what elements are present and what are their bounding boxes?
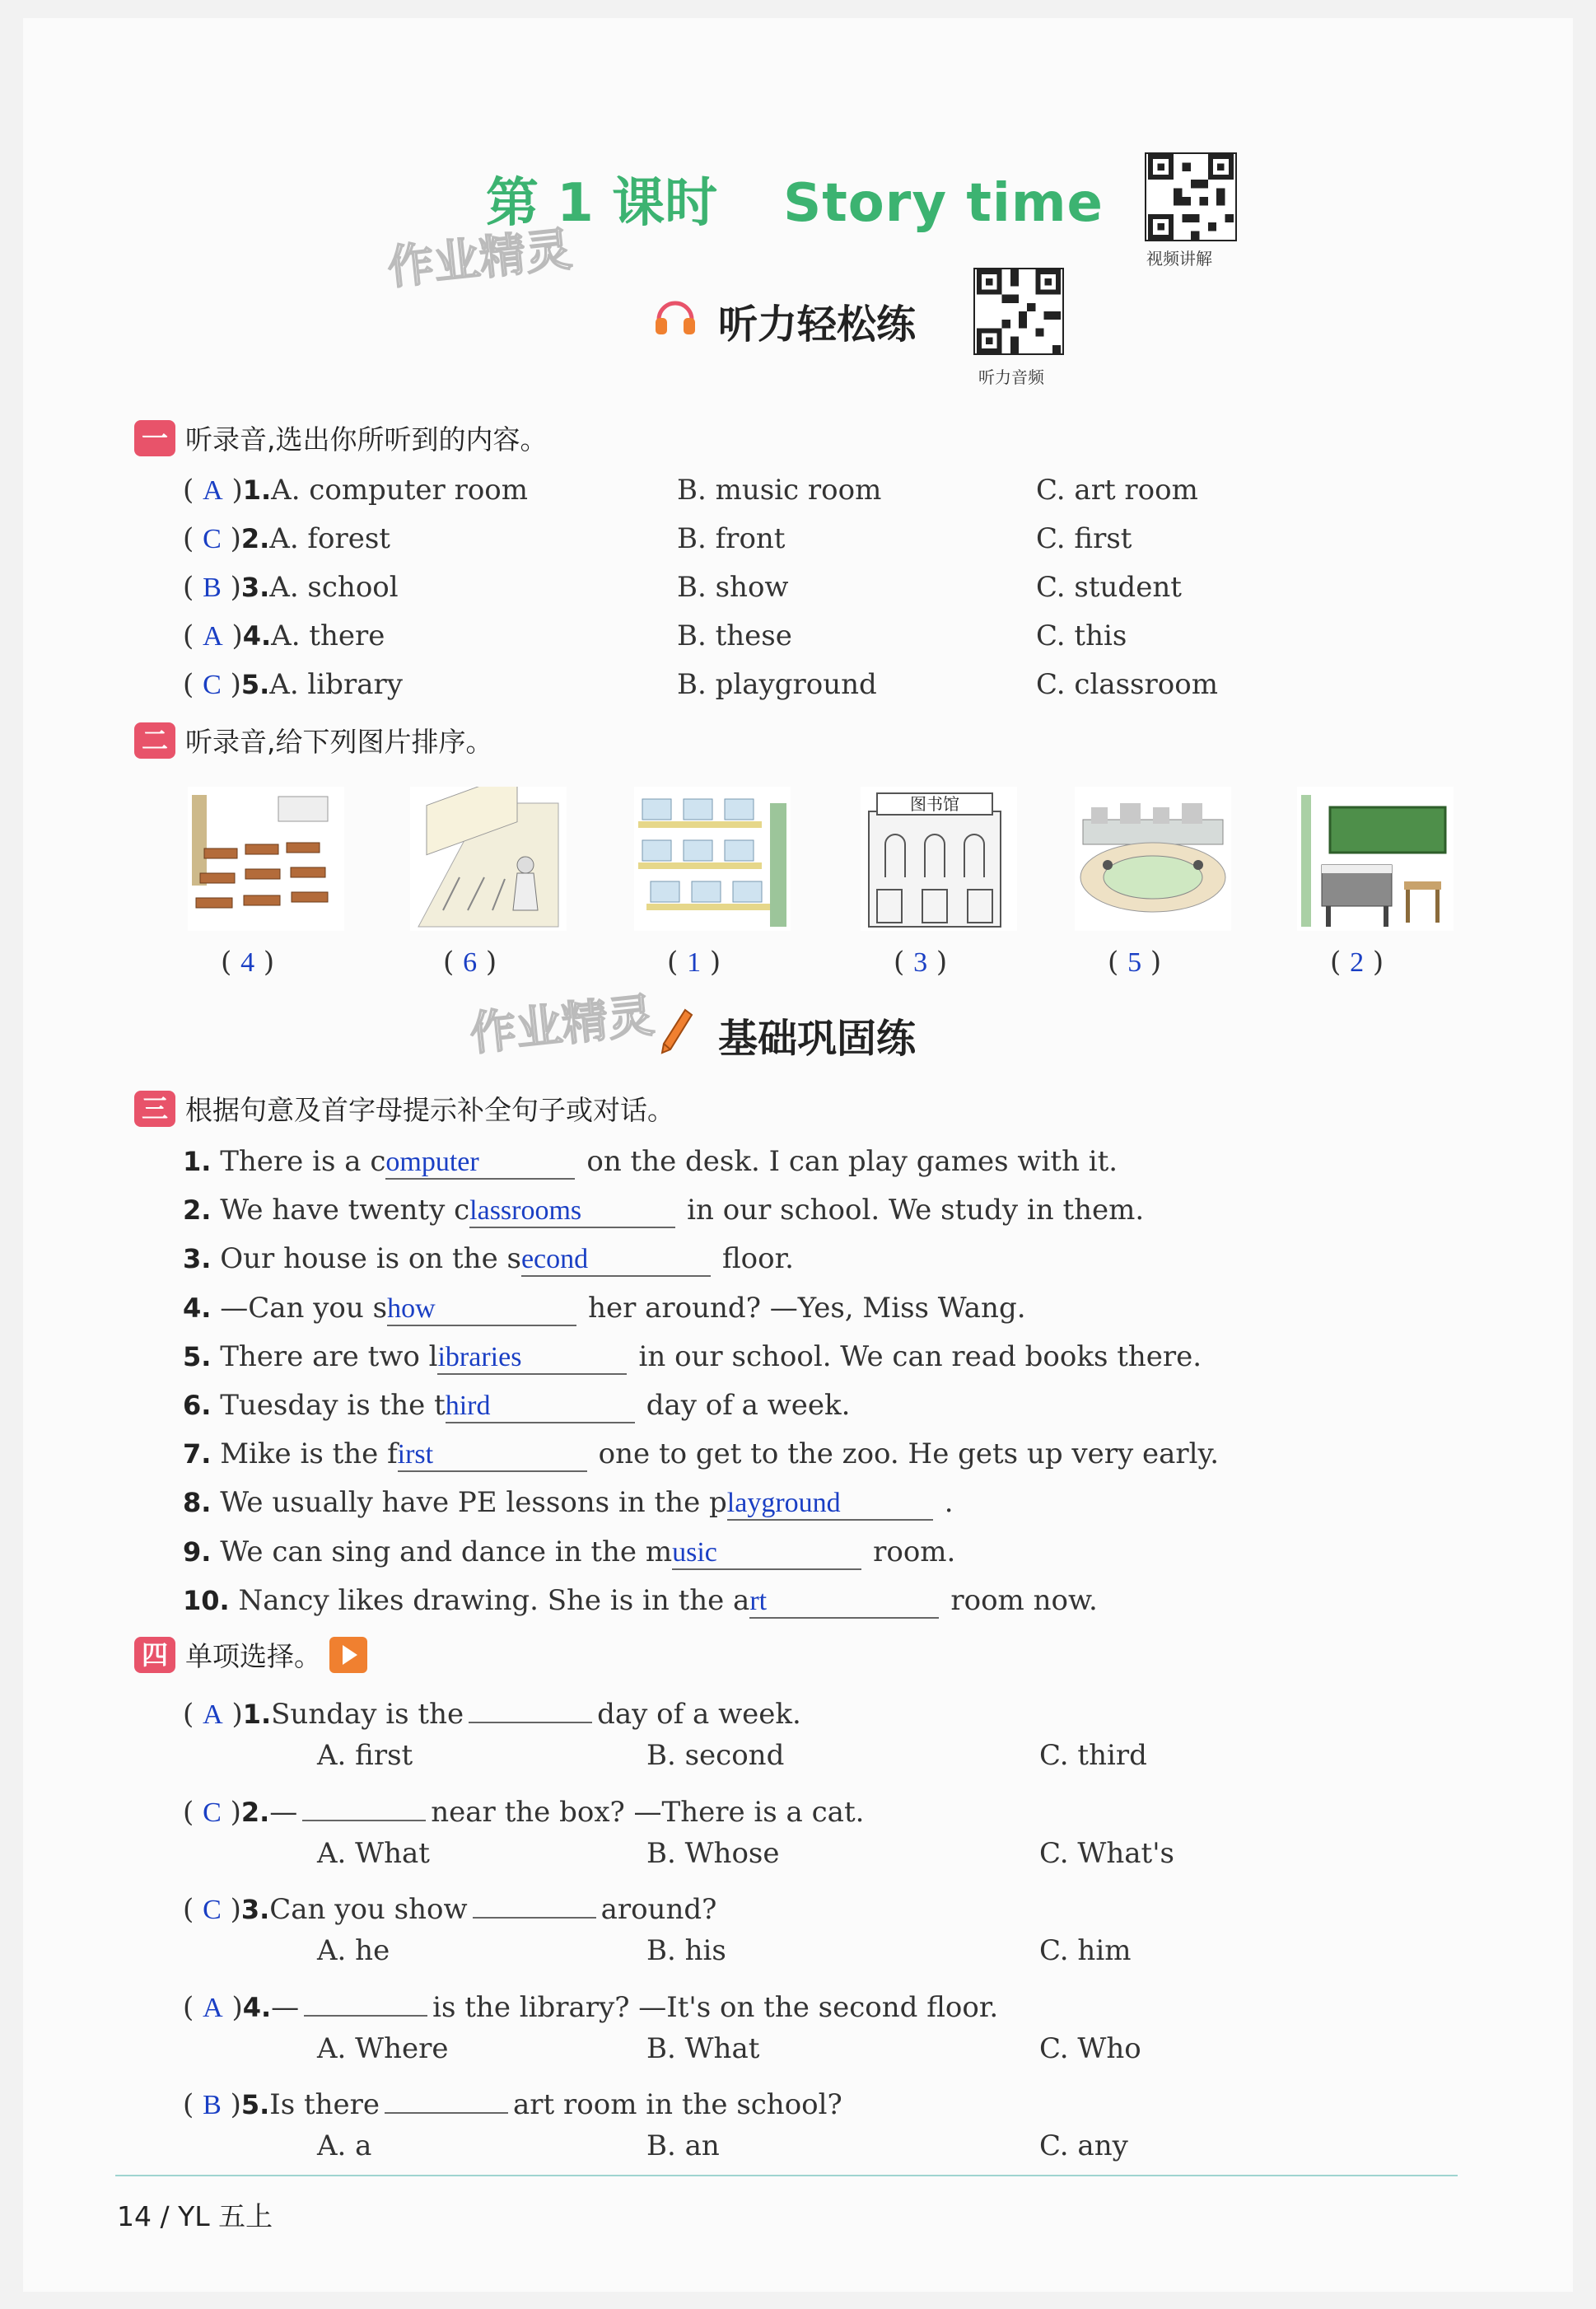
sentence-end: .	[944, 1486, 954, 1520]
question-end: is the library? —It's on the second floor.	[432, 1990, 999, 2024]
answer-blank[interactable]: omputer	[385, 1147, 575, 1180]
question-end: day of a week.	[597, 1698, 801, 1731]
sentence-end: in our school. We study in them.	[687, 1194, 1145, 1227]
part4-header	[134, 1635, 367, 1674]
answer-mark: B	[203, 573, 222, 603]
option-c[interactable]: C. first	[1036, 522, 1132, 555]
answer-mark: A	[203, 475, 223, 506]
qr-code-video-icon[interactable]	[1145, 152, 1237, 241]
question-number: 4.	[242, 620, 272, 652]
stage-room-picture	[410, 787, 567, 931]
option-c[interactable]: C. him	[1039, 1934, 1132, 1967]
qr-code-audio-icon[interactable]	[973, 268, 1064, 355]
option-b[interactable]: B. music room	[677, 474, 882, 507]
option-b[interactable]: B. Whose	[646, 1836, 780, 1870]
computer-room-picture	[634, 787, 791, 931]
question-start: Sunday is the	[271, 1698, 464, 1731]
pencil-icon	[659, 1007, 695, 1056]
qr-audio-caption: 听力音频	[978, 367, 1044, 387]
option-a[interactable]: A. forest	[269, 522, 390, 555]
basics-section-title: 基础巩固练	[718, 1016, 917, 1062]
answer-blank[interactable]: econd	[521, 1244, 711, 1277]
answer-blank[interactable]: lassrooms	[469, 1195, 675, 1228]
part2-instruction: 听录音,给下列图片排序。	[185, 726, 493, 758]
mc-question: ( C )3.Can you show around?	[183, 1886, 716, 1926]
option-c[interactable]: C. any	[1039, 2129, 1128, 2162]
fill-in-sentence	[183, 1389, 850, 1423]
option-c[interactable]: C. art room	[1036, 474, 1198, 507]
part1-header	[134, 418, 548, 457]
lesson-label: 第 1 课时	[486, 173, 718, 234]
choice-row: ( B )3.A. school	[183, 571, 399, 604]
part1-instruction: 听录音,选出你所听到的内容。	[185, 423, 548, 456]
question-number: 3.	[240, 1894, 270, 1925]
classroom-desks-picture	[188, 787, 344, 931]
option-b[interactable]: B. show	[677, 571, 789, 604]
part3-number: 三	[134, 1091, 175, 1127]
option-a[interactable]: A. Where	[317, 2031, 449, 2065]
question-number: 10.	[183, 1584, 230, 1616]
music-room-picture	[1297, 787, 1454, 931]
part3-header	[134, 1089, 674, 1128]
question-number: 4.	[183, 1292, 212, 1324]
question-number: 1.	[242, 474, 272, 506]
question-end: art room in the school?	[513, 2088, 842, 2121]
question-number: 2.	[240, 1796, 270, 1828]
answer-blank[interactable]: how	[387, 1293, 576, 1326]
lesson-title: Story time	[783, 173, 1104, 234]
library-building-picture	[861, 787, 1017, 931]
question-number: 7.	[183, 1438, 212, 1470]
sentence-start: There is a c	[220, 1145, 386, 1178]
answer-blank[interactable]: hird	[446, 1391, 635, 1423]
order-answer: 1	[687, 947, 702, 978]
answer-blank[interactable]	[385, 2081, 508, 2114]
option-b[interactable]: B. playground	[677, 668, 877, 701]
question-number: 4.	[242, 1991, 272, 2023]
option-c[interactable]: C. Who	[1039, 2031, 1141, 2065]
question-number: 6.	[183, 1390, 212, 1421]
watermark: 作业精灵	[385, 222, 575, 296]
fill-in-sentence	[183, 1145, 1118, 1180]
option-c[interactable]: C. student	[1036, 571, 1182, 604]
part2-number: 二	[134, 722, 175, 759]
sentence-start: Nancy likes drawing. She is in the a	[238, 1583, 750, 1617]
qr-video-caption: 视频讲解	[1146, 249, 1212, 269]
option-c[interactable]: C. classroom	[1036, 668, 1218, 701]
answer-mark: C	[203, 670, 222, 700]
answer-blank[interactable]: layground	[727, 1488, 933, 1521]
option-a[interactable]: A. school	[269, 571, 399, 604]
option-b[interactable]: B. What	[646, 2031, 760, 2065]
question-number: 3.	[240, 572, 270, 603]
play-video-icon[interactable]	[329, 1637, 367, 1673]
question-start: —	[271, 1990, 300, 2024]
part3-instruction: 根据句意及首字母提示补全句子或对话。	[185, 1094, 674, 1126]
question-end: around?	[600, 1893, 717, 1926]
part4-number: 四	[134, 1637, 175, 1673]
library-sign: 图书馆	[910, 794, 959, 814]
listening-section-title: 听力轻松练	[718, 301, 917, 348]
option-b[interactable]: B. second	[646, 1739, 785, 1772]
question-start: Can you show	[269, 1893, 468, 1926]
question-start: —	[269, 1795, 298, 1829]
order-answer: 4	[240, 947, 255, 978]
fill-in-sentence	[183, 1292, 1026, 1326]
option-b[interactable]: B. these	[677, 619, 792, 652]
fill-in-sentence	[183, 1584, 1098, 1619]
answer-blank[interactable]	[302, 1788, 426, 1821]
answer-mark: A	[203, 1992, 223, 2023]
mc-question: ( C )2.— near the box? —There is a cat.	[183, 1788, 864, 1829]
answer-mark: A	[203, 621, 223, 652]
sentence-end: in our school. We can read books there.	[638, 1339, 1202, 1373]
order-blank[interactable]: ( 5 )	[1108, 946, 1162, 979]
option-a[interactable]: A. first	[317, 1739, 413, 1772]
sentence-end: one to get to the zoo. He gets up very early.	[598, 1437, 1220, 1471]
option-a[interactable]: A. he	[317, 1934, 390, 1967]
question-number: 9.	[183, 1535, 212, 1568]
sentence-end: day of a week.	[646, 1389, 851, 1422]
option-b[interactable]: B. an	[646, 2129, 720, 2162]
sentence-start: Mike is the f	[220, 1437, 398, 1471]
part4-instruction: 单项选择。	[185, 1640, 321, 1672]
question-number: 5.	[183, 1340, 212, 1372]
sentence-start: Tuesday is the t	[220, 1389, 446, 1422]
answer-blank[interactable]	[304, 1984, 427, 2017]
question-number: 8.	[183, 1487, 212, 1519]
mc-question: ( A )1.Sunday is the day of a week.	[183, 1690, 801, 1731]
answer-blank[interactable]: rt	[749, 1586, 939, 1619]
sentence-start: Our house is on the s	[220, 1242, 521, 1276]
order-blank[interactable]: ( 1 )	[667, 946, 721, 979]
choice-row: ( C )5.A. library	[183, 668, 403, 701]
fill-in-sentence	[183, 1486, 954, 1521]
mc-question: ( B )5.Is there art room in the school?	[183, 2081, 842, 2121]
order-answer: 2	[1350, 947, 1365, 978]
sentence-end: floor.	[721, 1242, 794, 1276]
answer-mark: B	[203, 2090, 222, 2120]
sentence-start: We can sing and dance in the m	[220, 1535, 673, 1568]
order-blank[interactable]: ( 3 )	[894, 946, 948, 979]
answer-mark: C	[203, 1895, 222, 1925]
order-answer: 6	[463, 947, 478, 978]
order-answer: 5	[1127, 947, 1142, 978]
option-b[interactable]: B. front	[677, 522, 786, 555]
answer-mark: C	[203, 524, 222, 554]
option-a[interactable]: A. computer room	[271, 474, 529, 507]
answer-blank[interactable]: ibraries	[437, 1342, 627, 1375]
question-start: Is there	[269, 2088, 380, 2121]
question-number: 2.	[183, 1194, 212, 1227]
fill-in-sentence	[183, 1242, 794, 1277]
answer-mark: C	[203, 1797, 222, 1828]
order-blank[interactable]: ( 6 )	[443, 946, 497, 979]
fill-in-sentence	[183, 1194, 1144, 1228]
page-footer: 14 / YL 五上	[117, 2200, 273, 2232]
sentence-end: her around? —Yes, Miss Wang.	[588, 1291, 1026, 1325]
watermark-2: 作业精灵	[467, 989, 657, 1062]
sentence-start: We have twenty c	[220, 1194, 470, 1227]
answer-mark: A	[203, 1699, 223, 1730]
answer-blank[interactable]: usic	[672, 1537, 861, 1570]
question-number: 3.	[183, 1243, 212, 1275]
answer-blank[interactable]	[473, 1886, 596, 1919]
option-c[interactable]: C. third	[1039, 1739, 1147, 1772]
choice-row: ( C )2.A. forest	[183, 522, 390, 555]
sentence-end: room.	[873, 1535, 956, 1568]
option-a[interactable]: A. there	[271, 619, 385, 652]
option-c[interactable]: C. this	[1036, 619, 1127, 652]
choice-row: ( A )4.A. there	[183, 619, 385, 652]
order-blank[interactable]: ( 2 )	[1330, 946, 1384, 979]
order-blank[interactable]: ( 4 )	[221, 946, 275, 979]
sentence-end: on the desk. I can play games with it.	[586, 1145, 1118, 1178]
order-answer: 3	[913, 947, 928, 978]
question-number: 5.	[240, 2089, 270, 2120]
question-end: near the box? —There is a cat.	[431, 1795, 865, 1829]
headphones-icon	[651, 290, 700, 339]
choice-row: ( A )1.A. computer room	[183, 474, 529, 507]
part1-number: 一	[134, 420, 175, 456]
mc-question: ( A )4.— is the library? —It's on the second floor.	[183, 1984, 998, 2024]
sentence-end: room now.	[950, 1583, 1098, 1617]
footer-divider	[115, 2175, 1458, 2176]
question-number: 1.	[242, 1699, 272, 1730]
fill-in-sentence	[183, 1535, 955, 1570]
question-number: 2.	[240, 523, 270, 554]
option-c[interactable]: C. What's	[1039, 1836, 1174, 1870]
question-number: 1.	[183, 1146, 212, 1177]
answer-blank[interactable]	[469, 1690, 592, 1723]
answer-blank[interactable]: irst	[398, 1439, 587, 1472]
sentence-start: We usually have PE lessons in the p	[220, 1486, 727, 1520]
option-b[interactable]: B. his	[646, 1934, 726, 1967]
sentence-start: There are two l	[220, 1339, 438, 1373]
part2-header	[134, 721, 493, 760]
option-a[interactable]: A. library	[269, 668, 403, 701]
option-a[interactable]: A. a	[317, 2129, 372, 2162]
option-a[interactable]: A. What	[317, 1836, 430, 1870]
fill-in-sentence	[183, 1437, 1219, 1472]
page-title	[486, 161, 1104, 236]
fill-in-sentence	[183, 1340, 1202, 1375]
sentence-start: —Can you s	[220, 1291, 388, 1325]
question-number: 5.	[240, 669, 270, 700]
playground-picture	[1075, 787, 1231, 931]
